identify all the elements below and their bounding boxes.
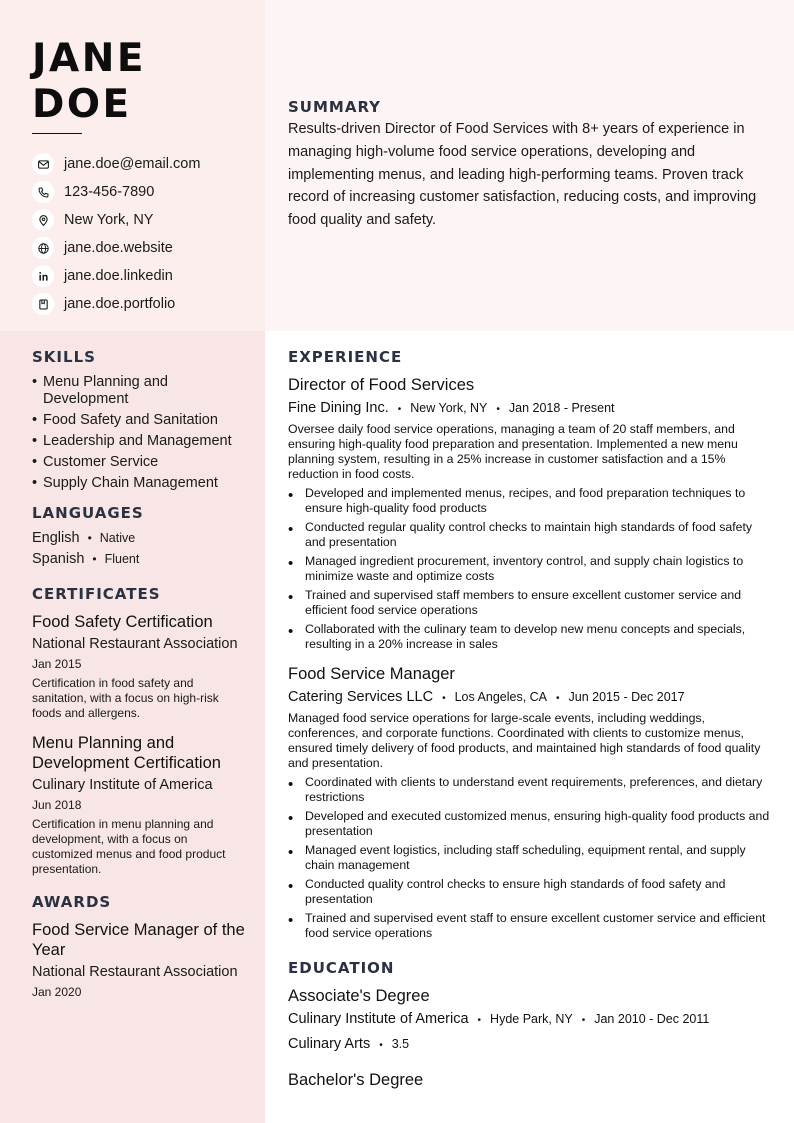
education-dates: Jan 2010 - Dec 2011 (594, 1012, 710, 1026)
education-school: Culinary Institute of America (288, 1011, 469, 1027)
contact-phone[interactable] (32, 178, 257, 206)
certificate-issuer: National Restaurant Association (32, 636, 238, 652)
language-item (32, 528, 247, 549)
contact-list (32, 150, 257, 318)
language-name: English (32, 530, 80, 546)
separator-dot: • (379, 1040, 383, 1051)
certificate-item (32, 733, 247, 877)
separator-dot: • (496, 404, 500, 415)
bullet-item: • Conducted quality control checks to ensure high standards of food safety and presentation (288, 877, 772, 907)
education-item (288, 1070, 772, 1090)
certificate-description: Certification in food safety and sanitation, with a focus on high-risk foods and allergens. (32, 676, 219, 720)
award-date: Jan 2020 (32, 985, 82, 999)
certificate-title: Food Safety Certification (32, 613, 213, 631)
left-column (32, 348, 247, 1000)
name-divider (32, 133, 82, 134)
candidate-name (32, 36, 146, 128)
certificate-date: Jun 2018 (32, 798, 82, 812)
skill-item: • Customer Service (32, 454, 247, 471)
skills-section (32, 348, 247, 492)
job-item (288, 375, 772, 652)
award-issuer: National Restaurant Association (32, 964, 238, 980)
award-item (32, 920, 247, 1000)
education-field: Culinary Arts (288, 1036, 371, 1052)
job-location: New York, NY (410, 401, 488, 415)
certificate-description: Certification in menu planning and development, with a focus on customized menus and food product presentation. (32, 817, 226, 876)
linkedin-icon (32, 265, 54, 287)
language-item (32, 549, 247, 570)
last-name: DOE (32, 82, 132, 127)
portfolio-icon (32, 293, 54, 315)
globe-icon (32, 237, 54, 259)
bullet-item: • Collaborated with the culinary team to develop new menu concepts and specials, resulting in a 20% increase in sales (288, 622, 772, 652)
right-column (288, 348, 772, 1090)
first-name: JANE (32, 36, 146, 81)
award-title: Food Service Manager of the Year (32, 921, 245, 959)
bullet-item: • Managed ingredient procurement, inventory control, and supply chain logistics to minimize waste and optimize costs (288, 554, 772, 584)
contact-location (32, 206, 257, 234)
contact-email[interactable] (32, 150, 257, 178)
skill-item: • Supply Chain Management (32, 475, 247, 492)
contact-linkedin-text: jane.doe.linkedin (64, 268, 173, 284)
contact-email-text: jane.doe@email.com (64, 156, 201, 172)
job-company: Catering Services LLC (288, 689, 434, 705)
summary-text: Results-driven Director of Food Services with 8+ years of experience in managing high-volume food service operations, developing and implementing menus, and leading high-performing teams. Proven track record of increasing customer satisfaction, reducing costs, and improving food quality and safety. (288, 121, 757, 229)
skill-item: • Leadership and Management (32, 433, 247, 450)
job-dates: Jan 2018 - Present (508, 401, 615, 415)
job-description: Managed food service operations for large-scale events, including weddings, conferences, and corporate functions. Coordinated with clients to customize menus, ensured timely delivery of food products, and maintained high standards of food quality and presentation. (288, 711, 761, 770)
job-bullets (288, 775, 772, 941)
separator-dot: • (477, 1015, 482, 1026)
job-meta (288, 687, 772, 709)
bullet-item: • Developed and executed customized menus, ensuring high-quality food products and presentation (288, 809, 772, 839)
certificates-section (32, 585, 247, 877)
contact-phone-text: 123-456-7890 (64, 184, 155, 200)
job-item (288, 664, 772, 941)
contact-website-text: jane.doe.website (64, 240, 173, 256)
summary-heading: SUMMARY (288, 98, 382, 116)
skills-heading: SKILLS (32, 348, 96, 366)
certificate-issuer: Culinary Institute of America (32, 777, 213, 793)
skills-list (32, 374, 247, 492)
language-name: Spanish (32, 551, 85, 567)
education-gpa: 3.5 (391, 1037, 410, 1051)
separator-dot: • (442, 693, 446, 704)
separator-dot: • (397, 404, 402, 415)
contact-portfolio-text: jane.doe.portfolio (64, 296, 176, 312)
job-bullets (288, 486, 772, 652)
awards-heading: AWARDS (32, 893, 112, 911)
education-field-row (288, 1034, 772, 1056)
job-dates: Jun 2015 - Dec 2017 (568, 690, 685, 704)
education-section (288, 959, 772, 1090)
language-level: Native (99, 531, 136, 545)
contact-portfolio[interactable] (32, 290, 257, 318)
education-meta (288, 1009, 772, 1031)
bullet-item: • Trained and supervised staff members to ensure excellent customer service and efficient food service operations (288, 588, 772, 618)
separator-dot: • (92, 552, 97, 566)
bullet-item: • Managed event logistics, including staff scheduling, equipment rental, and supply chain management (288, 843, 772, 873)
certificate-title: Menu Planning and Development Certification (32, 734, 221, 772)
certificate-date: Jan 2015 (32, 657, 82, 671)
job-meta (288, 398, 772, 420)
job-title: Food Service Manager (288, 665, 455, 683)
bullet-item: • Coordinated with clients to understand event requirements, preferences, and dietary restrictions (288, 775, 772, 805)
separator-dot: • (87, 531, 92, 545)
language-level: Fluent (104, 552, 140, 566)
education-heading: EDUCATION (288, 959, 395, 977)
bullet-item: • Developed and implemented menus, recipes, and food preparation techniques to ensure high-quality food products (288, 486, 772, 516)
contact-website[interactable] (32, 234, 257, 262)
separator-dot: • (581, 1015, 586, 1026)
job-location: Los Angeles, CA (454, 690, 548, 704)
job-description: Oversee daily food service operations, managing a team of 20 staff members, and ensuring high-quality food preparation and presentation. Implemented a new menu planning system, resulting in a 25% increase in customer satisfaction and a 15% reduction in food costs. (288, 422, 738, 481)
education-item (288, 986, 772, 1056)
languages-heading: LANGUAGES (32, 504, 144, 522)
bullet-item: • Trained and supervised event staff to ensure excellent customer service and efficient food service operations (288, 911, 772, 941)
bullet-item: • Conducted regular quality control checks to maintain high standards of food safety and presentation (288, 520, 772, 550)
skill-item: • Menu Planning and Development (32, 374, 247, 408)
degree-title: Associate's Degree (288, 987, 430, 1005)
separator-dot: • (556, 693, 560, 704)
job-company: Fine Dining Inc. (288, 400, 389, 416)
phone-icon (32, 181, 54, 203)
degree-title: Bachelor's Degree (288, 1071, 424, 1089)
mail-icon (32, 153, 54, 175)
certificates-heading: CERTIFICATES (32, 585, 161, 603)
education-location: Hyde Park, NY (490, 1012, 573, 1026)
contact-linkedin[interactable] (32, 262, 257, 290)
experience-section (288, 348, 772, 941)
languages-section (32, 504, 247, 570)
contact-location-text: New York, NY (64, 212, 154, 228)
summary-section (288, 98, 772, 232)
certificate-item (32, 612, 247, 721)
awards-section (32, 893, 247, 1000)
skill-item: • Food Safety and Sanitation (32, 412, 247, 429)
location-icon (32, 209, 54, 231)
job-title: Director of Food Services (288, 376, 475, 394)
experience-heading: EXPERIENCE (288, 348, 403, 366)
